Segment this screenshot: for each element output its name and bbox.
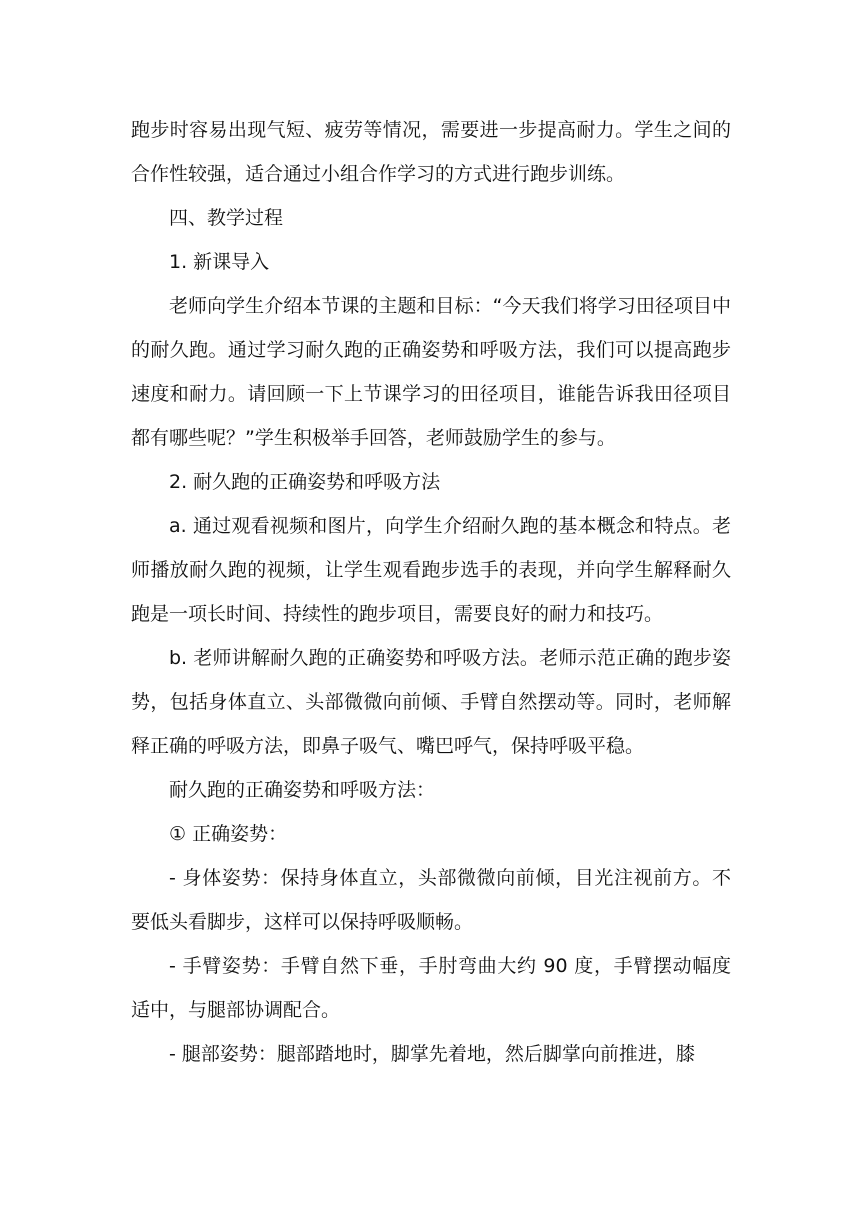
subheading-posture-breathing: 2. 耐久跑的正确姿势和呼吸方法 [169,471,441,493]
subheading-new-lesson-intro: 1. 新课导入 [169,251,270,273]
paragraph-continuation: 跑步时容易出现气短、疲劳等情况，需要进一步提高耐力。学生之间的合作性较强，适合通过小组合作学习的方式进行跑步训练。 [131,119,731,185]
paragraph-methods-heading: 耐久跑的正确姿势和呼吸方法： [169,779,436,801]
section-heading-teaching-process: 四、教学过程 [169,207,284,229]
paragraph-item-a: a. 通过观看视频和图片，向学生介绍耐久跑的基本概念和特点。老师播放耐久跑的视频，让学生观看跑步选手的表现，并向学生解释耐久跑是一项长时间、持续性的跑步项目，需要良好的耐力和技巧。 [131,515,731,625]
document-body [131,108,731,1076]
paragraph-intro: 老师向学生介绍本节课的主题和目标：“今天我们将学习田径项目中的耐久跑。通过学习耐久跑的正确姿势和呼吸方法，我们可以提高跑步速度和耐力。请回顾一下上节课学习的田径项目，谁能告诉我田径项目都有哪些呢？”学生积极举手回答，老师鼓励学生的参与。 [131,295,731,449]
list-heading-correct-posture: ① 正确姿势： [169,823,288,845]
list-item-arm-posture: - 手臂姿势：手臂自然下垂，手肘弯曲大约 90 度，手臂摆动幅度适中，与腿部协调配合。 [131,955,731,1021]
list-item-body-posture: - 身体姿势：保持身体直立，头部微微向前倾，目光注视前方。不要低头看脚步，这样可以保持呼吸顺畅。 [131,867,731,933]
list-item-leg-posture: - 腿部姿势：腿部踏地时，脚掌先着地，然后脚掌向前推进，膝 [169,1043,695,1065]
paragraph-item-b: b. 老师讲解耐久跑的正确姿势和呼吸方法。老师示范正确的跑步姿势，包括身体直立、头部微微向前倾、手臂自然摆动等。同时，老师解释正确的呼吸方法，即鼻子吸气、嘴巴呼气，保持呼吸平稳。 [131,647,731,757]
